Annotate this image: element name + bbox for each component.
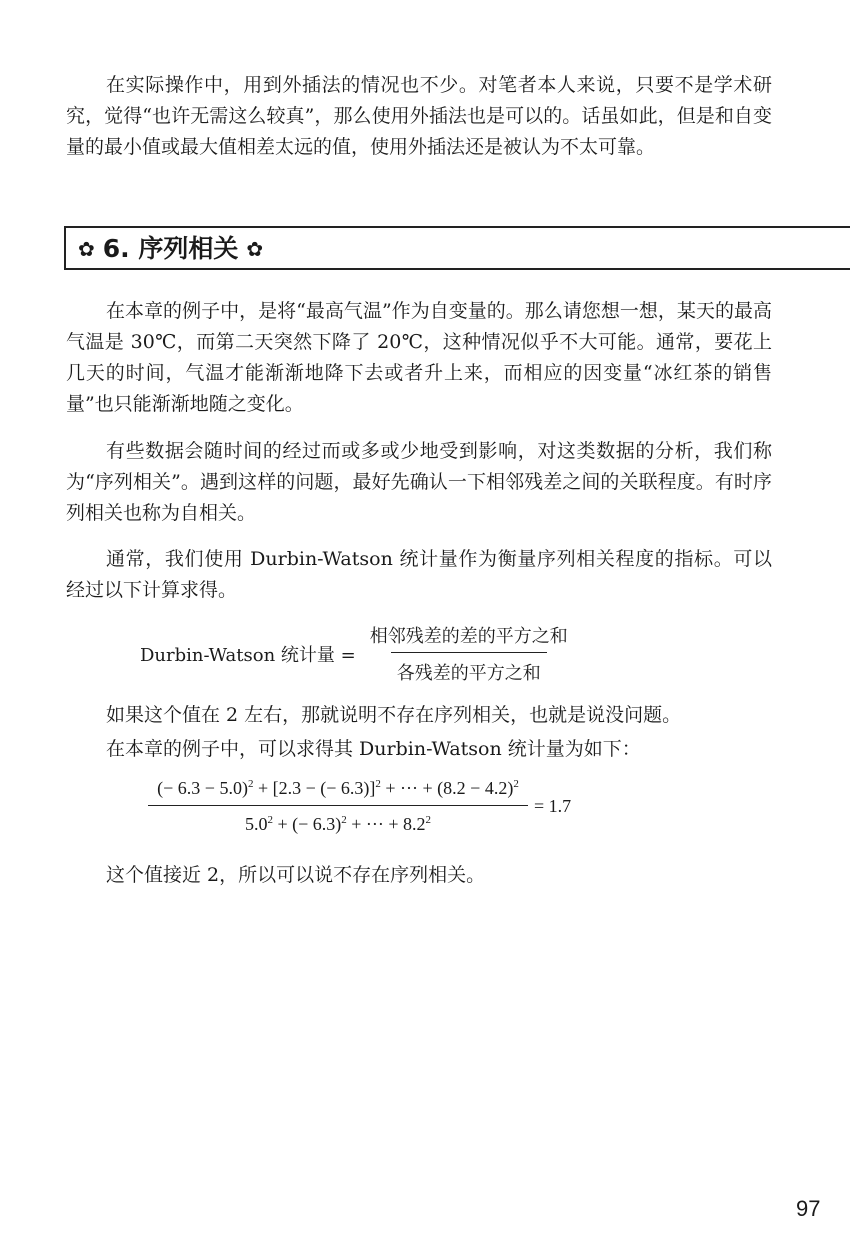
calculation-denominator: $5.0^2$ + (− 6.3)$^2$ + ··· + $8.2^2$ bbox=[148, 805, 528, 835]
intro-paragraph: 在实际操作中，用到外插法的情况也不少。对笔者本人来说，只要不是学术研究，觉得“也许无需这么较真”，那么使用外插法也是可以的。话虽如此，但是和自变量的最小值或最大值相差太远的值，使用外插法还是被认为不太可靠。 bbox=[66, 74, 772, 158]
durbin-watson-formula bbox=[140, 622, 574, 685]
page-number: 97 bbox=[796, 1196, 821, 1221]
calculation-result: = 1.7 bbox=[534, 796, 572, 816]
conclusion-line: 这个值接近 2，所以可以说不存在序列相关。 bbox=[106, 864, 486, 886]
section-title: 6. 序列相关 bbox=[102, 234, 239, 263]
formula-lhs: Durbin-Watson 统计量 = bbox=[140, 644, 356, 666]
section-heading bbox=[78, 232, 263, 266]
section-heading-box bbox=[64, 226, 850, 270]
calculation-formula bbox=[148, 778, 571, 835]
flower-icon: ✿ bbox=[246, 237, 264, 261]
paragraph-durbin-watson-intro: 通常，我们使用 Durbin-Watson 统计量作为衡量序列相关程度的指标。可以经过以下计算求得。 bbox=[66, 548, 772, 601]
line-after-formula: 如果这个值在 2 左右，那就说明不存在序列相关，也就是说没问题。 bbox=[106, 704, 682, 726]
paragraph-serial-correlation-definition: 有些数据会随时间的经过而或多或少地受到影响，对这类数据的分析，我们称为“序列相关”。遇到这样的问题，最好先确认一下相邻残差之间的关联程度。有时序列相关也称为自相关。 bbox=[66, 440, 772, 524]
calculation-fraction bbox=[148, 778, 528, 835]
calculation-numerator: (− 6.3 − 5.0)$^2$ + [2.3 − (− 6.3)]$^2$ + ··· + $(8.2 - 4.2)^2$ bbox=[157, 778, 519, 798]
formula-denominator: 各残差的平方之和 bbox=[391, 652, 547, 685]
formula-numerator: 相邻残差的差的平方之和 bbox=[369, 626, 568, 647]
formula-fraction bbox=[364, 622, 574, 685]
paragraph-serial-correlation-intro: 在本章的例子中，是将“最高气温”作为自变量的。那么请您想一想，某天的最高气温是 30℃，而第二天突然下降了 20℃，这种情况似乎不大可能。通常，要花上几天的时间，气温才能渐渐地降下去或者升上来，而相应的因变量“冰红茶的销售量”也只能渐渐地随之变化。 bbox=[66, 300, 772, 415]
flower-icon: ✿ bbox=[78, 237, 95, 261]
line-before-calculation: 在本章的例子中，可以求得其 Durbin-Watson 统计量为如下： bbox=[106, 738, 641, 760]
